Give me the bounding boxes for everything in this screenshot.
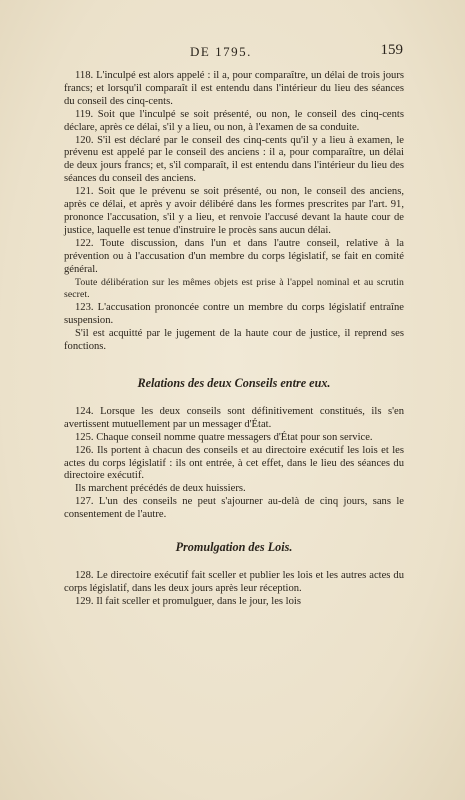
page-number: 159 (380, 42, 403, 58)
article-120: 120. S'il est déclaré par le conseil des cinq-cents qu'il y a lieu à examen, le prévenu est appelé par le conseil des anciens : il a, pour comparaître, un délai de deux jours francs; et, s'il comparaît, il est entendu dans l'intérieur du lieu des séances du conseil des anciens. (64, 134, 404, 185)
section-heading-relations: Relations des deux Conseils entre eux. (137, 375, 331, 390)
article-123-continued: S'il est acquitté par le jugement de la haute cour de justice, il reprend ses fonctions. (64, 328, 404, 353)
article-129: 129. Il fait sceller et promulguer, dans le jour, les lois (75, 595, 301, 607)
section-heading-promulgation: Promulgation des Lois. (175, 540, 293, 555)
article-127: 127. L'un des conseils ne peut s'ajourner au-delà de cinq jours, sans le consentement de l'autre. (64, 496, 404, 521)
article-122-note: Toute délibération sur les mêmes objets est prise à l'appel nominal et au scrutin secret. (64, 276, 404, 301)
article-118: 118. L'inculpé est alors appelé : il a, pour comparaître, un délai de trois jours francs; et lorsqu'il comparaît il est entendu dans l'intérieur du lieu des séances du conseil des cinq-cents. (64, 70, 404, 107)
running-title: DE 1795. (190, 44, 252, 59)
running-head (0, 44, 465, 64)
article-124: 124. Lorsque les deux conseils sont définitivement constitués, ils s'en avertissent mutuellement par un messager d'État. (64, 405, 404, 430)
article-119: 119. Soit que l'inculpé se soit présenté, ou non, le conseil des cinq-cents déclare, après ce délai, s'il y a lieu, ou non, à l'examen de sa conduite. (64, 108, 404, 133)
article-126-continued: Ils marchent précédés de deux huissiers. (75, 483, 246, 495)
article-121: 121. Soit que le prévenu se soit présenté, ou non, le conseil des anciens, après ce délai, et après y avoir délibéré dans les formes prescrites par l'art. 91, prononce l'accusation, s'il y a lieu, et renvoie l'accusé devant la haute cour de justice, laquelle est tenue d'instruire le procès sans aucun délai. (64, 186, 404, 236)
article-122: 122. Toute discussion, dans l'un et dans l'autre conseil, relative à la prévention ou à l'accusation d'un membre du corps législatif, se fait en comité général. (64, 237, 404, 275)
page-body (64, 70, 404, 609)
article-126: 126. Ils portent à chacun des conseils et au directoire exécutif les lois et les actes du corps législatif : ils ont entrée, à cet effet, dans le lieu des séances du directoire exécutif. (64, 444, 404, 482)
article-125: 125. Chaque conseil nomme quatre messagers d'État pour son service. (75, 431, 373, 443)
article-123: 123. L'accusation prononcée contre un membre du corps législatif entraîne suspension. (64, 302, 404, 327)
article-128: 128. Le directoire exécutif fait sceller et publier les lois et les autres actes du corps législatif, dans les deux jours après leur réception. (64, 570, 404, 594)
